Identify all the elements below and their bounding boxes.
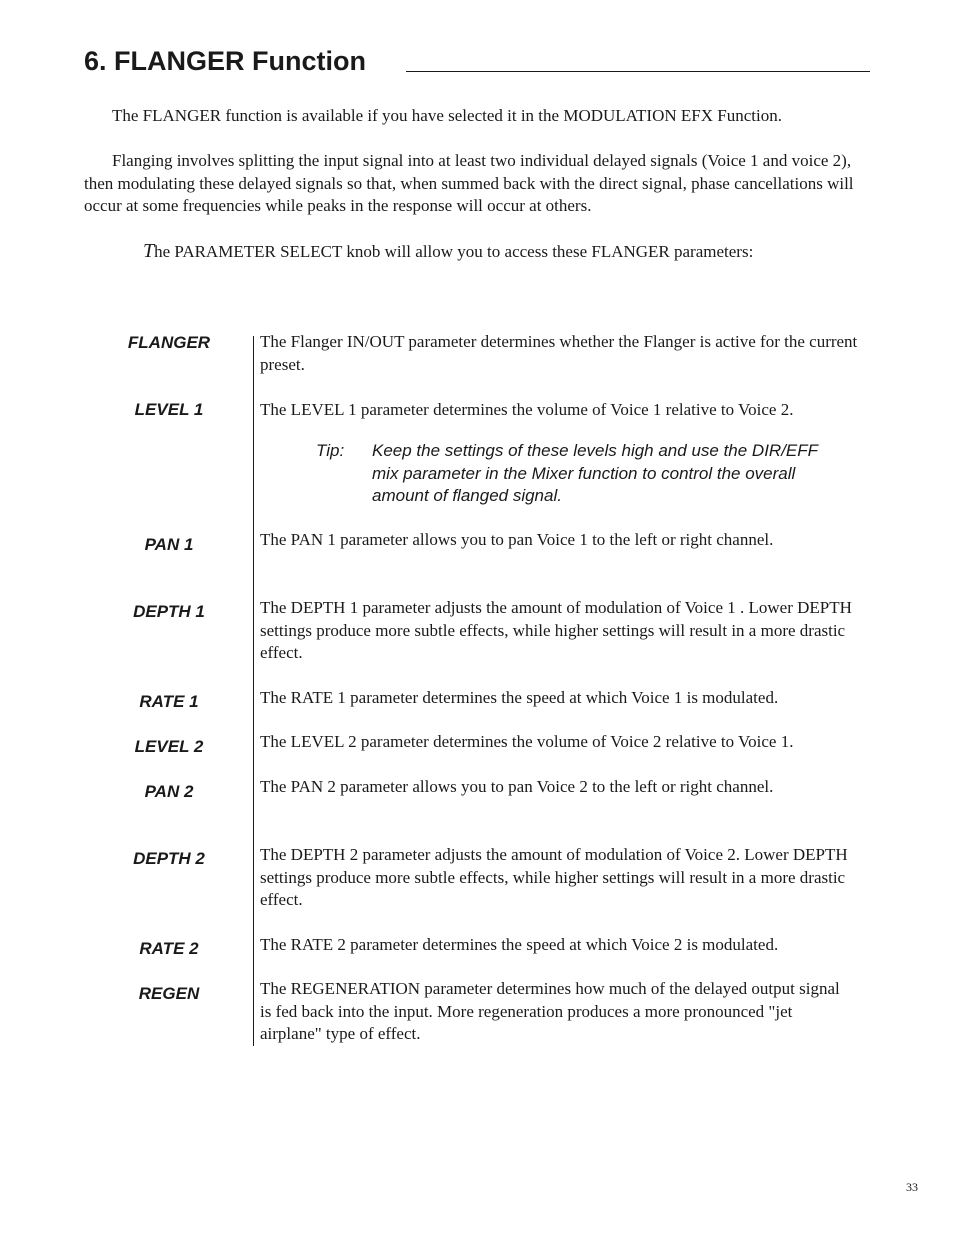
page-number: 33 bbox=[906, 1180, 918, 1194]
param-desc-pan-2: The PAN 2 parameter allows you to pan Voice 2 to the left or right channel. bbox=[260, 777, 774, 796]
param-desc-level-1: The LEVEL 1 parameter determines the volume of Voice 1 relative to Voice 2. bbox=[260, 400, 794, 419]
param-label-depth-1: DEPTH 1 bbox=[133, 602, 205, 621]
tip-text: Keep the settings of these levels high and use the DIR/EFF mix parameter in the Mixer function to control the overall amount of flanged signal. bbox=[372, 441, 818, 506]
param-desc-level-2: The LEVEL 2 parameter determines the volume of Voice 2 relative to Voice 1. bbox=[260, 732, 794, 751]
param-desc-rate-2: The RATE 2 parameter determines the speed at which Voice 2 is modulated. bbox=[260, 935, 779, 954]
param-label-level-2: LEVEL 2 bbox=[134, 737, 204, 756]
param-label-regen: REGEN bbox=[138, 984, 200, 1003]
intro-paragraph-2: Flanging involves splitting the input signal into at least two individual delayed signals (Voice 1 and voice 2), then modulating these delayed signals so that, when summed back with the direct signal, phase cancellations will occur at some frequencies while peaks in the response will occur at others. bbox=[84, 151, 854, 216]
param-desc-regen: The REGENERATION parameter determines how much of the delayed output signal is fed back into the input. More regeneration produces a more pronounced "jet airplane" type of effect. bbox=[260, 979, 840, 1044]
param-desc-pan-1: The PAN 1 parameter allows you to pan Voice 1 to the left or right channel. bbox=[260, 530, 774, 549]
param-desc-flanger: The Flanger IN/OUT parameter determines whether the Flanger is active for the current preset. bbox=[260, 332, 858, 374]
param-label-rate-2: RATE 2 bbox=[139, 939, 199, 958]
param-label-level-1: LEVEL 1 bbox=[134, 400, 204, 419]
intro-paragraph-3 bbox=[84, 240, 870, 264]
tip-label: Tip: bbox=[316, 441, 345, 460]
param-desc-depth-2: The DEPTH 2 parameter adjusts the amount of modulation of Voice 2. Lower DEPTH settings produce more subtle effects, while higher settings will result in a more drastic effect. bbox=[260, 845, 848, 910]
param-label-pan-2: PAN 2 bbox=[144, 782, 194, 801]
param-label-rate-1: RATE 1 bbox=[139, 692, 199, 711]
param-label-pan-1: PAN 1 bbox=[144, 535, 194, 554]
intro-paragraph-1: The FLANGER function is available if you have selected it in the MODULATION EFX Function. bbox=[112, 106, 782, 125]
page-title: 6. FLANGER Function bbox=[84, 46, 366, 76]
param-desc-rate-1: The RATE 1 parameter determines the speed at which Voice 1 is modulated. bbox=[260, 688, 779, 707]
param-label-flanger: FLANGER bbox=[127, 333, 211, 352]
intro-paragraph-3-text: he PARAMETER SELECT knob will allow you to access these FLANGER parameters: bbox=[154, 242, 754, 261]
drop-cap: T bbox=[143, 240, 155, 262]
heading-rule bbox=[406, 71, 870, 72]
param-label-depth-2: DEPTH 2 bbox=[133, 849, 205, 868]
param-desc-depth-1: The DEPTH 1 parameter adjusts the amount of modulation of Voice 1 . Lower DEPTH settings produce more subtle effects, while higher settings will result in a more drastic effect. bbox=[260, 598, 852, 663]
